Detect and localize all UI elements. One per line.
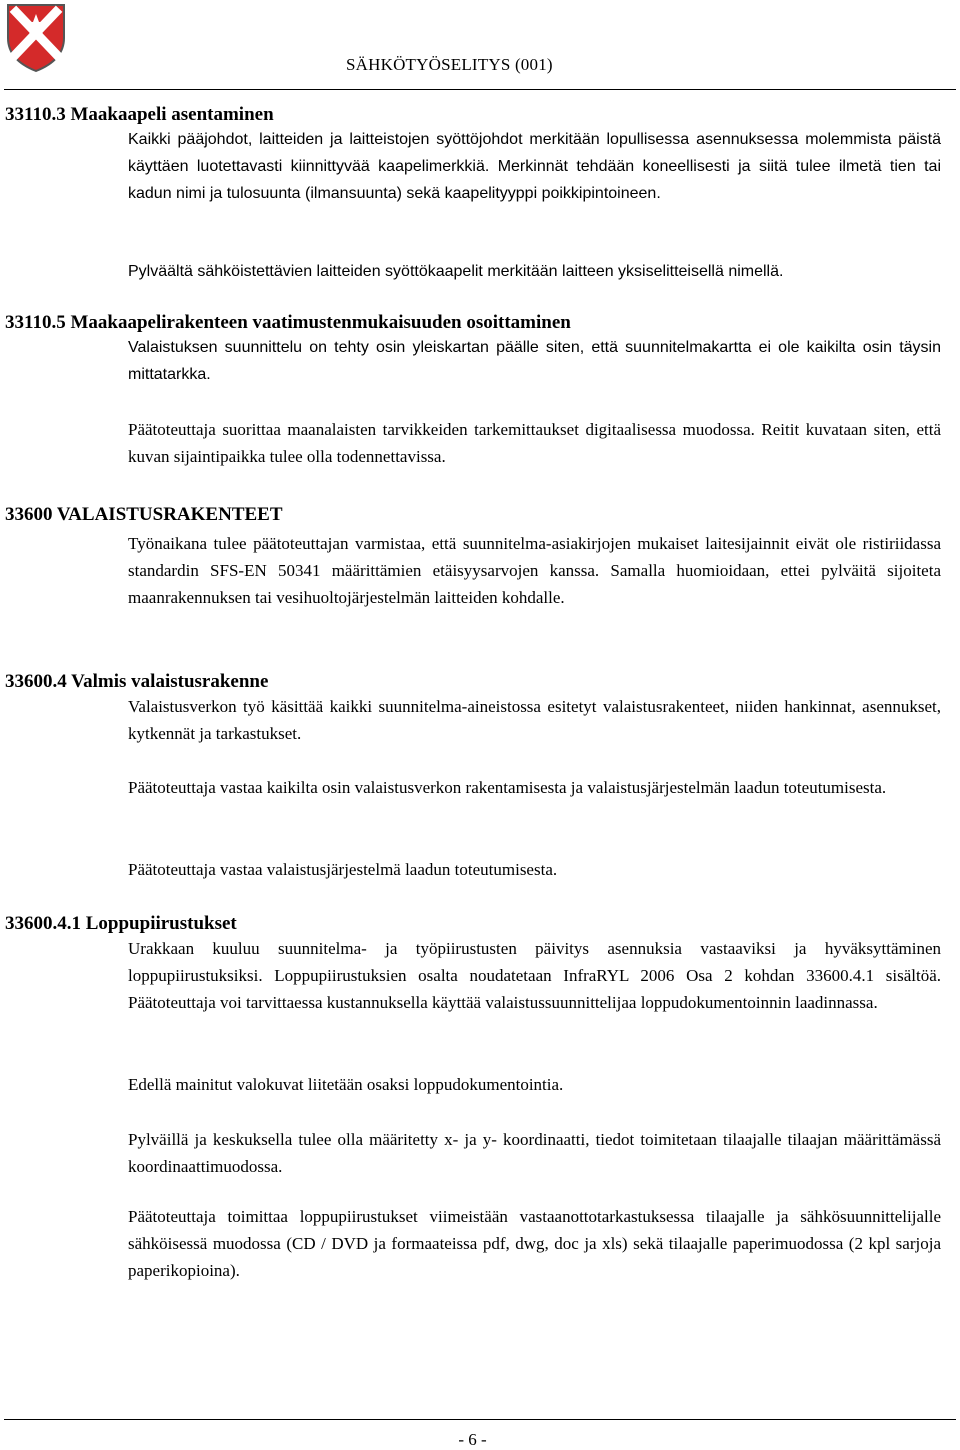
section-heading: 33600.4 Valmis valaistusrakenne bbox=[5, 671, 269, 692]
document-title: SÄHKÖTYÖSELITYS (001) bbox=[346, 55, 553, 74]
paragraph: Työnaikana tulee päätoteuttajan varmistaa, että suunnitelma-asiakirjojen mukaiset laitesijainnit eivät ole ristiriidassa standardin SFS-EN 50341 määrittämien etäisyysarvojen kanssa. Samalla huomioidaan, ettei pylväitä sijoiteta maanrakennuksen tai vesihuoltojärjestelmän laitteiden kohdalle. bbox=[128, 534, 941, 607]
paragraph: Urakkaan kuuluu suunnitelma- ja työpiirustusten päivitys asennuksia vastaaviksi ja hyväksyttäminen loppupiirustuksiksi. Loppupiirustuksien osalta noudatetaan InfraRYL 2006 Osa 2 kohdan 33600.4.1 sisältöä. Päätoteuttaja voi tarvittaessa kustannuksella käyttää valaistussuunnittelijaa loppudokumentoinnin laadinnassa. bbox=[128, 939, 941, 1012]
page-header bbox=[0, 0, 960, 92]
header-divider bbox=[4, 89, 956, 90]
section-heading: 33110.3 Maakaapeli asentaminen bbox=[5, 104, 274, 125]
paragraph: Pylväältä sähköistettävien laitteiden syöttökaapelit merkitään laitteen yksiselitteisellä nimellä. bbox=[128, 263, 784, 280]
paragraph: Päätoteuttaja vastaa kaikilta osin valaistusverkon rakentamisesta ja valaistusjärjestelmän laadun toteutumisesta. bbox=[128, 778, 887, 797]
footer-divider bbox=[4, 1419, 956, 1420]
paragraph: Valaistuksen suunnittelu on tehty osin yleiskartan päälle siten, että suunnitelmakartta ei ole kaikilta osin täysin mittatarkka. bbox=[128, 339, 941, 383]
section-heading: 33600 VALAISTUSRAKENTEET bbox=[5, 504, 283, 525]
coat-of-arms-icon bbox=[4, 2, 68, 74]
paragraph: Päätoteuttaja suorittaa maanalaisten tarvikkeiden tarkemittaukset digitaalisessa muodossa. Reitit kuvataan siten, että kuvan sijaintipaikka tulee olla todennettavissa. bbox=[128, 420, 941, 466]
paragraph: Kaikki pääjohdot, laitteiden ja laitteistojen syöttöjohdot merkitään lopullisessa asennuksessa molemmista päistä käyttäen luotettavasti kiinnittyvää kaapelimerkkiä. Merkinnät tehdään koneellisesti ja siitä tulee ilmetä tien tai kadun nimi ja tulosuunta (ilmansuunta) sekä kaapelityyppi poikkipintoineen. bbox=[128, 131, 941, 202]
paragraph: Edellä mainitut valokuvat liitetään osaksi loppudokumentointia. bbox=[128, 1075, 564, 1094]
section-heading: 33600.4.1 Loppupiirustukset bbox=[5, 913, 237, 934]
paragraph: Päätoteuttaja toimittaa loppupiirustukset viimeistään vastaanottotarkastuksessa tilaajalle ja sähkösuunnittelijalle sähköisessä muodossa (CD / DVD ja formaateissa pdf, dwg, doc ja xls) sekä tilaajalle paperimuodossa (2 kpl sarjoja paperikopioina). bbox=[128, 1207, 941, 1280]
section-heading: 33110.5 Maakaapelirakenteen vaatimustenmukaisuuden osoittaminen bbox=[5, 312, 571, 333]
page-number: - 6 - bbox=[458, 1430, 487, 1449]
paragraph: Päätoteuttaja vastaa valaistusjärjestelmä laadun toteutumisesta. bbox=[128, 860, 558, 879]
paragraph: Valaistusverkon työ käsittää kaikki suunnitelma-aineistossa esitetyt valaistusrakenteet, niiden hankinnat, asennukset, kytkennät ja tarkastukset. bbox=[128, 697, 941, 743]
paragraph: Pylväillä ja keskuksella tulee olla määritetty x- ja y- koordinaatti, tiedot toimitetaan tilaajalle tilaajan määrittämässä koordinaattimuodossa. bbox=[128, 1130, 941, 1176]
